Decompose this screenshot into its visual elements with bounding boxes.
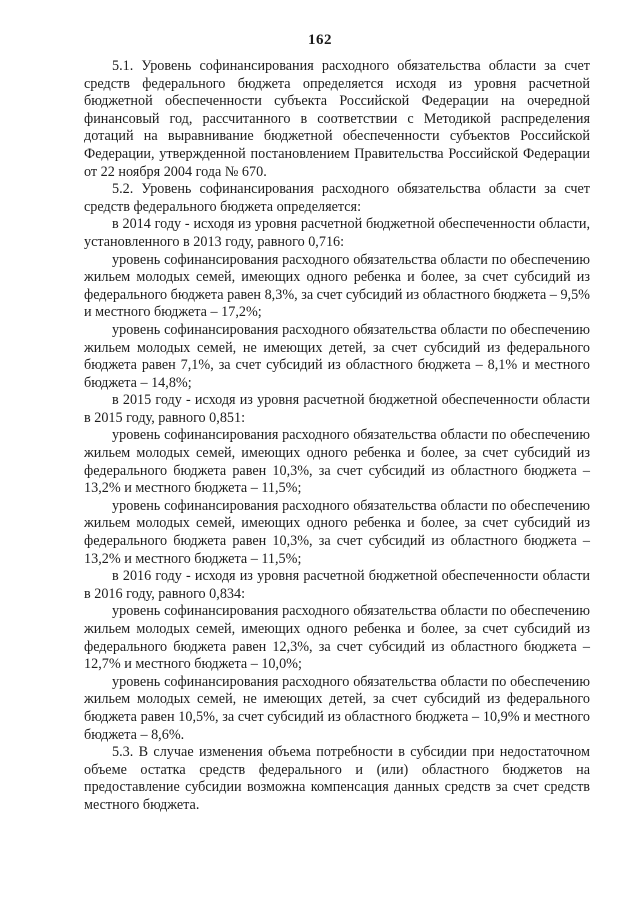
paragraph-2014-intro: в 2014 году - исходя из уровня расчетной бюджетной обеспеченности области, установленного в 2013 году, равного 0,716: xyxy=(84,216,590,250)
paragraph-2015-repeat: уровень софинансирования расходного обязательства области по обеспечению жильем молодых семей, имеющих одного ребенка и более, за счет субсидий из федерального бюджета равен 10,3%, за счет субсидий из областного бюджета – 13,2% и местного бюджета – 11,5%; xyxy=(84,497,590,567)
paragraph-2014-with-children: уровень софинансирования расходного обязательства области по обеспечению жильем молодых семей, имеющих одного ребенка и более, за счет субсидий из федерального бюджета равен 8,3%, за счет субсидий из областного бюджета – 9,5% и местного бюджета – 17,2%; xyxy=(84,251,590,321)
paragraph-2016-no-children: уровень софинансирования расходного обязательства области по обеспечению жильем молодых семей, не имеющих детей, за счет субсидий из федерального бюджета равен 10,5%, за счет субсидий из областного бюджета – 10,9% и местного бюджета – 8,6%. xyxy=(84,673,590,743)
paragraph-5-2: 5.2. Уровень софинансирования расходного обязательства области за счет средств федерального бюджета определяется: xyxy=(84,181,590,215)
paragraph-2015-with-children: уровень софинансирования расходного обязательства области по обеспечению жильем молодых семей, имеющих одного ребенка и более, за счет субсидий из федерального бюджета равен 10,3%, за счет субсидий из областного бюджета – 13,2% и местного бюджета – 11,5%; xyxy=(84,427,590,497)
paragraph-2014-no-children: уровень софинансирования расходного обязательства области по обеспечению жильем молодых семей, не имеющих детей, за счет субсидий из федерального бюджета равен 7,1%, за счет субсидий из областного бюджета – 8,1% и местного бюджета – 14,8%; xyxy=(84,321,590,391)
paragraph-2016-intro: в 2016 году - исходя из уровня расчетной бюджетной обеспеченности области в 2016 году, равного 0,834: xyxy=(84,568,590,602)
paragraph-5-1: 5.1. Уровень софинансирования расходного обязательства области за счет средств федерального бюджета определяется исходя из уровня расчетной бюджетной обеспеченности субъекта Российской Федерации на очередной финансовый год, рассчитанного в соответствии с Методикой распределения дотаций на выравнивание бюджетной обеспеченности субъектов Российской Федерации, утвержденной постановлением Правительства Российской Федерации от 22 ноября 2004 года № 670. xyxy=(84,58,590,180)
document-body xyxy=(84,58,590,815)
page-number: 162 xyxy=(308,32,332,48)
paragraph-5-3: 5.3. В случае изменения объема потребности в субсидии при недостаточном объеме остатка средств федерального и (или) областного бюджетов на предоставление субсидии возможна компенсация данных средств за счет средств местного бюджета. xyxy=(84,744,590,813)
paragraph-2015-intro: в 2015 году - исходя из уровня расчетной бюджетной обеспеченности области в 2015 году, равного 0,851: xyxy=(84,392,590,426)
paragraph-2016-with-children: уровень софинансирования расходного обязательства области по обеспечению жильем молодых семей, имеющих одного ребенка и более, за счет субсидий из федерального бюджета равен 12,3%, за счет субсидий из областного бюджета – 12,7% и местного бюджета – 10,0%; xyxy=(84,603,590,673)
